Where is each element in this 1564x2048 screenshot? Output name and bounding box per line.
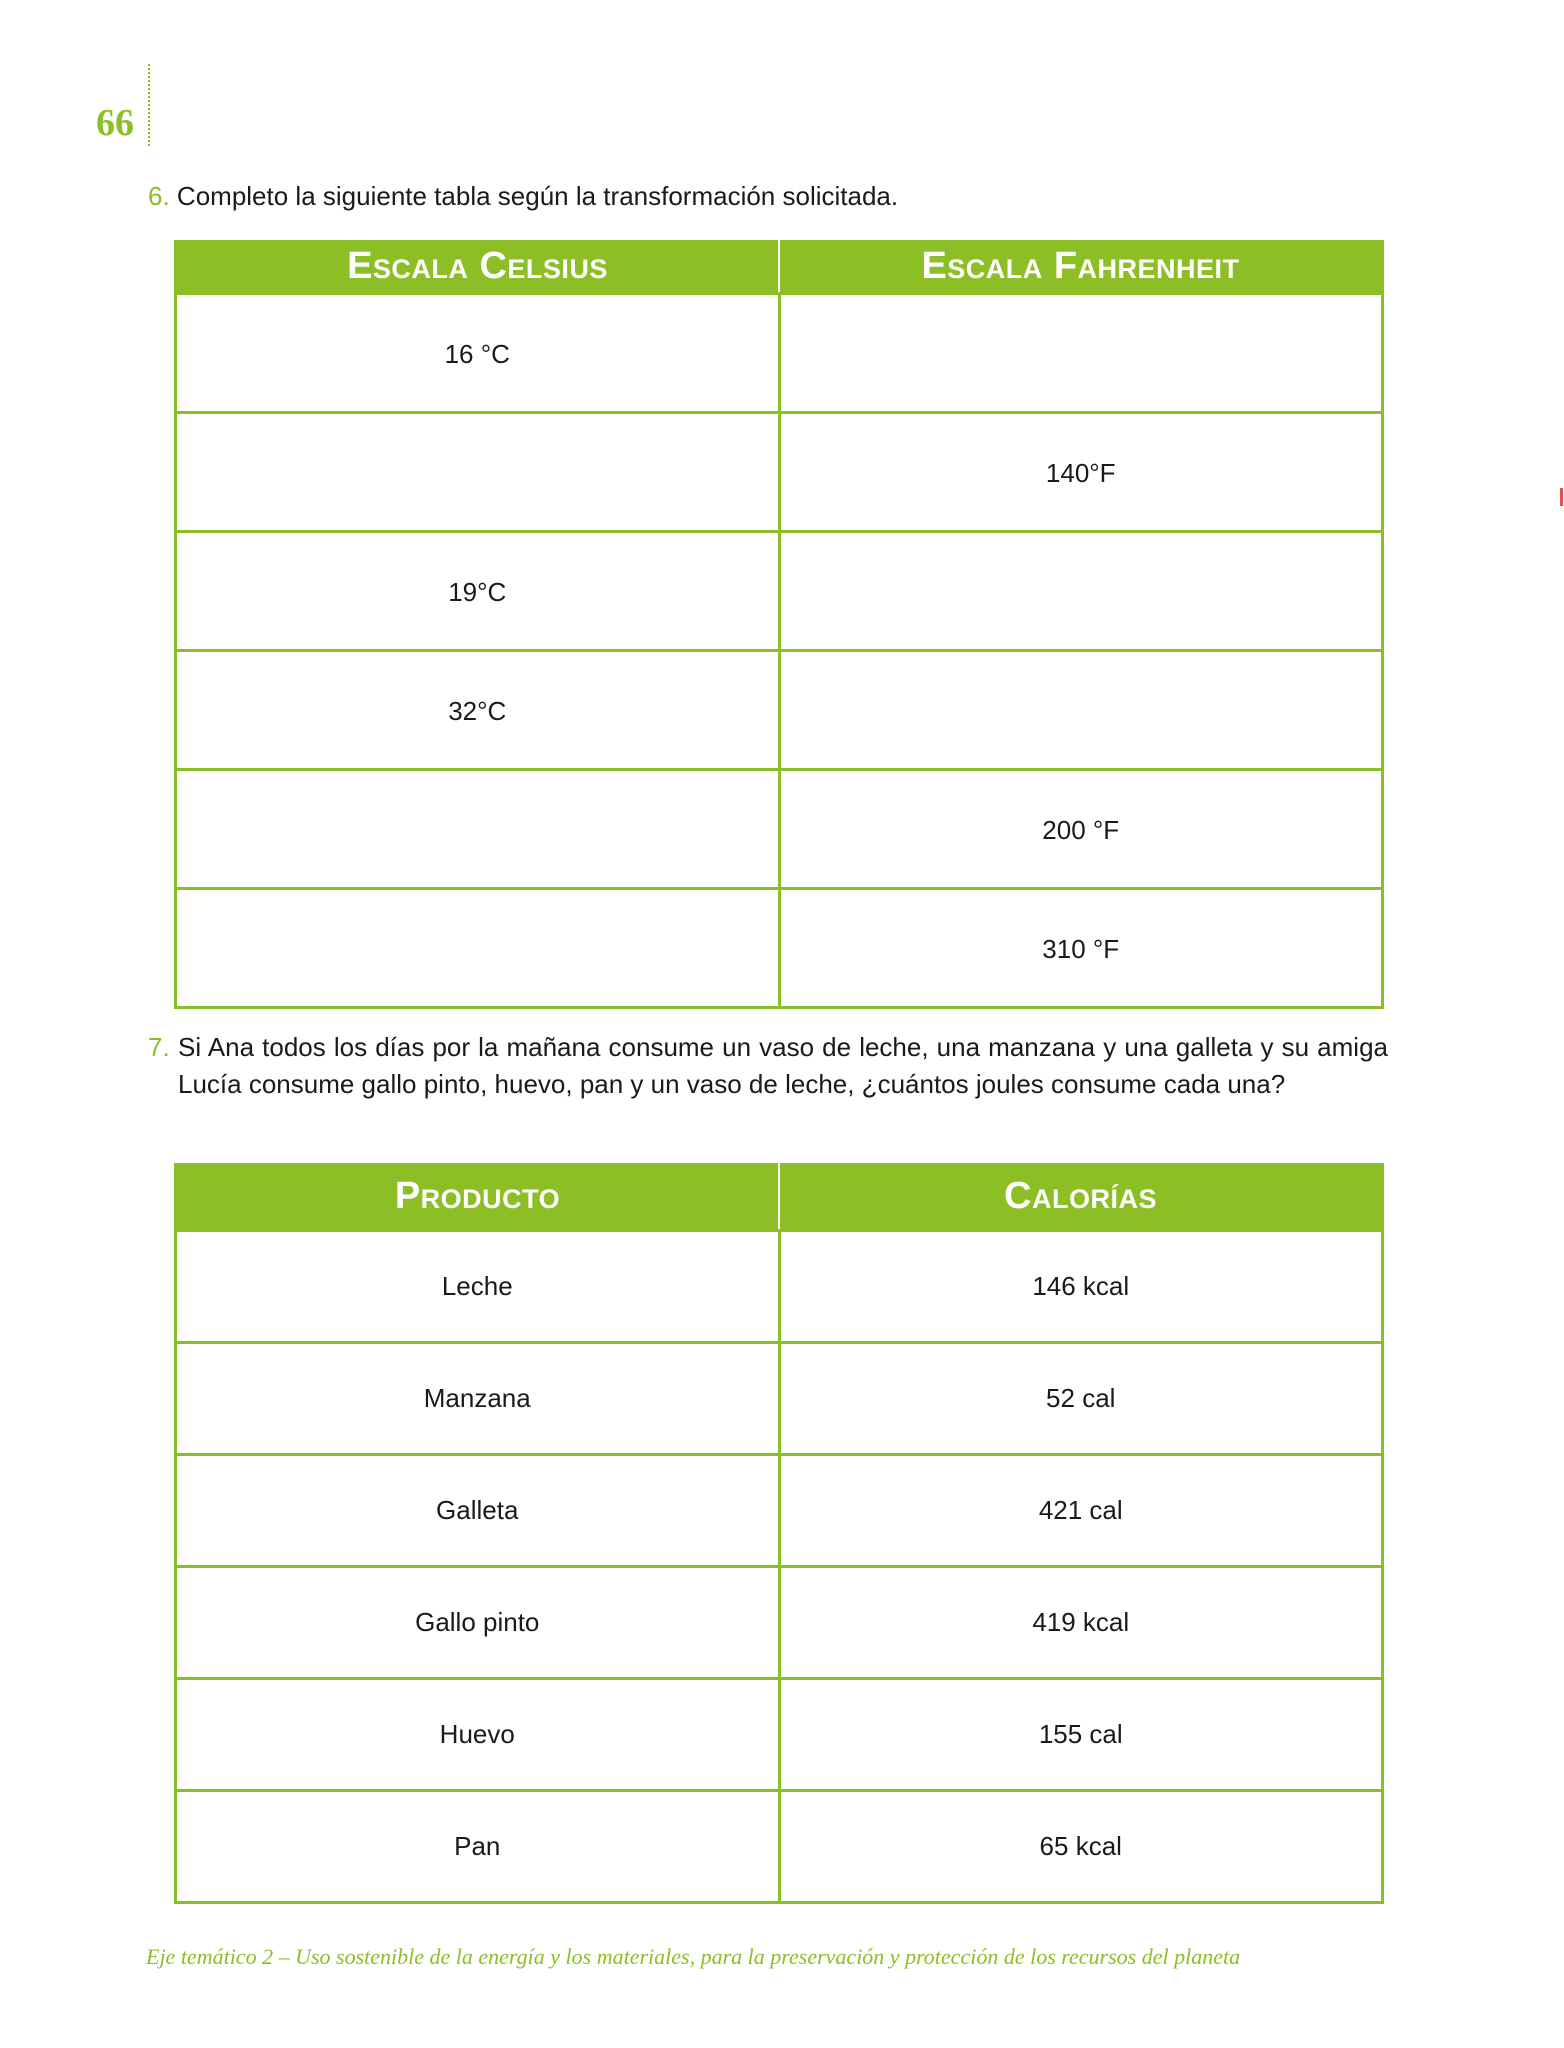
question-6-text: Completo la siguiente tabla según la transformación solicitada.	[176, 181, 899, 211]
table-row	[176, 1791, 1383, 1903]
calories-cell: 146 kcal	[779, 1231, 1383, 1343]
calories-cell: 155 cal	[779, 1679, 1383, 1791]
calories-table-header	[176, 1163, 1383, 1231]
fahrenheit-cell: 200 °F	[779, 770, 1383, 889]
question-6	[148, 178, 898, 215]
celsius-cell: 19°C	[176, 532, 780, 651]
table-row	[176, 1679, 1383, 1791]
question-7	[148, 1029, 1388, 1103]
fahrenheit-cell	[779, 532, 1383, 651]
header-calorias: Calorías	[779, 1163, 1383, 1231]
calories-cell: 421 cal	[779, 1455, 1383, 1567]
product-cell: Manzana	[176, 1343, 780, 1455]
question-6-number: 6.	[148, 181, 170, 211]
calories-cell: 419 kcal	[779, 1567, 1383, 1679]
celsius-cell	[176, 413, 780, 532]
product-cell: Galleta	[176, 1455, 780, 1567]
table-row	[176, 651, 1383, 770]
calories-cell: 65 kcal	[779, 1791, 1383, 1903]
table-row	[176, 532, 1383, 651]
table-row	[176, 770, 1383, 889]
fahrenheit-cell: 140°F	[779, 413, 1383, 532]
calories-table	[174, 1163, 1384, 1904]
header-celsius: Escala Celsius	[176, 240, 780, 294]
page-number: 66	[96, 102, 134, 144]
celsius-cell: 16 °C	[176, 294, 780, 413]
temperature-table	[174, 240, 1384, 1009]
celsius-cell	[176, 889, 780, 1008]
question-7-number: 7.	[148, 1032, 170, 1062]
calories-cell: 52 cal	[779, 1343, 1383, 1455]
fahrenheit-cell: 310 °F	[779, 889, 1383, 1008]
celsius-cell	[176, 770, 780, 889]
table-row	[176, 889, 1383, 1008]
table-row	[176, 1567, 1383, 1679]
table-row	[176, 413, 1383, 532]
celsius-cell: 32°C	[176, 651, 780, 770]
header-producto: Producto	[176, 1163, 780, 1231]
product-cell: Gallo pinto	[176, 1567, 780, 1679]
temperature-table-header	[176, 240, 1383, 294]
fahrenheit-cell	[779, 651, 1383, 770]
fahrenheit-cell	[779, 294, 1383, 413]
table-row	[176, 1455, 1383, 1567]
table-row	[176, 294, 1383, 413]
table-row	[176, 1231, 1383, 1343]
table-row	[176, 1343, 1383, 1455]
product-cell: Leche	[176, 1231, 780, 1343]
page-footer: Eje temático 2 – Uso sostenible de la energía y los materiales, para la preservación y protección de los recursos del planeta	[146, 1944, 1241, 1969]
edge-mark	[1560, 488, 1563, 506]
header-fahrenheit: Escala Fahrenheit	[779, 240, 1383, 294]
product-cell: Huevo	[176, 1679, 780, 1791]
question-7-text: Si Ana todos los días por la mañana consume un vaso de leche, una manzana y una galleta y su amiga Lucía consume gallo pinto, huevo, pan y un vaso de leche, ¿cuántos joules consume cada una?	[178, 1032, 1388, 1099]
product-cell: Pan	[176, 1791, 780, 1903]
dotted-divider	[148, 64, 150, 146]
